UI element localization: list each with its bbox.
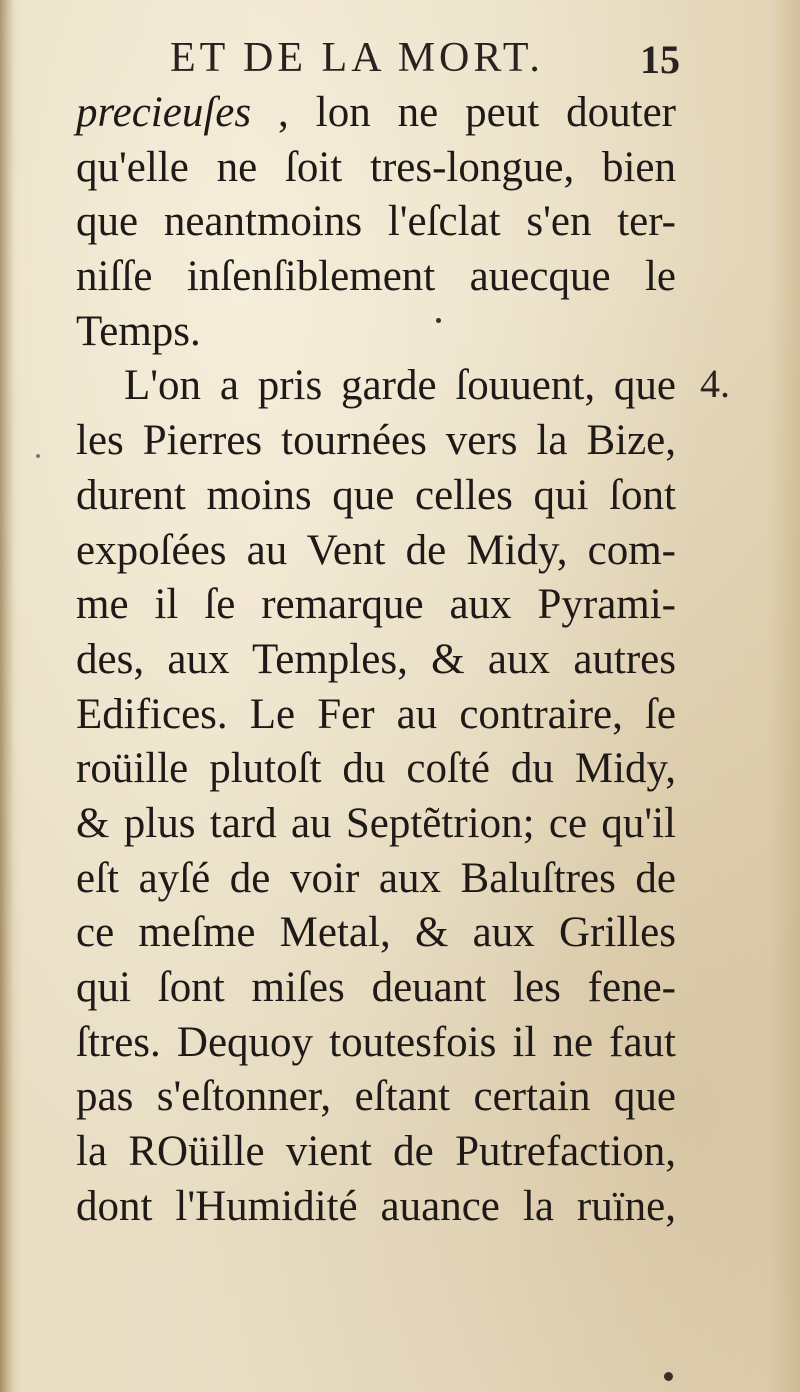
text-line: pas s'eſtonner, eſtant certain que xyxy=(76,1073,676,1121)
text-line: ce meſme Metal, & aux Grilles xyxy=(76,909,676,957)
text-line: eſt ayſé de voir aux Baluſtres de xyxy=(76,854,676,902)
ink-speck xyxy=(436,318,441,323)
running-head xyxy=(170,28,680,88)
text-line: qui ſont miſes deuant les fene- xyxy=(76,964,676,1011)
text-line: me il ſe remarque aux Pyrami- xyxy=(76,581,676,629)
text-line-rest: , lon ne peut douter xyxy=(251,89,676,136)
text-line: dont l'Humidité auance la ruïne, xyxy=(76,1182,676,1230)
body-text xyxy=(76,86,676,1234)
text-line: Edifices. Le Fer au contraire, ſe xyxy=(76,690,676,738)
text-line: que neantmoins l'eſclat s'en ter- xyxy=(76,198,676,246)
ink-speck xyxy=(664,1372,673,1381)
text-line: L'on a pris garde ſouuent, que xyxy=(124,362,676,410)
ink-speck xyxy=(36,454,40,458)
running-head-title: ET DE LA MORT. xyxy=(170,35,544,81)
gutter-shadow xyxy=(0,0,14,1392)
margin-note: 4. xyxy=(700,361,730,406)
text-line: qu'elle ne ſoit tres-longue, bien xyxy=(76,143,676,191)
text-line: expoſées au Vent de Midy, com- xyxy=(76,526,676,574)
text-line: roüille plutoſt du coſté du Midy, xyxy=(76,745,676,793)
text-line: niſſe inſenſiblement auecque le xyxy=(76,253,676,301)
text-line: durent moins que celles qui ſont xyxy=(76,471,676,519)
text-line: Temps. xyxy=(76,307,201,355)
text-line: ſtres. Dequoy toutesfois il ne faut xyxy=(76,1018,676,1066)
text-line: & plus tard au Septẽtrion; ce qu'il xyxy=(76,799,676,847)
text-line: des, aux Temples, & aux autres xyxy=(76,635,676,683)
text-line: les Pierres tournées vers la Bize, xyxy=(76,417,676,465)
text-line xyxy=(76,86,676,141)
italic-word: precieuſes xyxy=(76,89,252,136)
page-number: 15 xyxy=(640,37,680,82)
text-line: la ROüille vient de Putrefaction, xyxy=(76,1128,676,1176)
